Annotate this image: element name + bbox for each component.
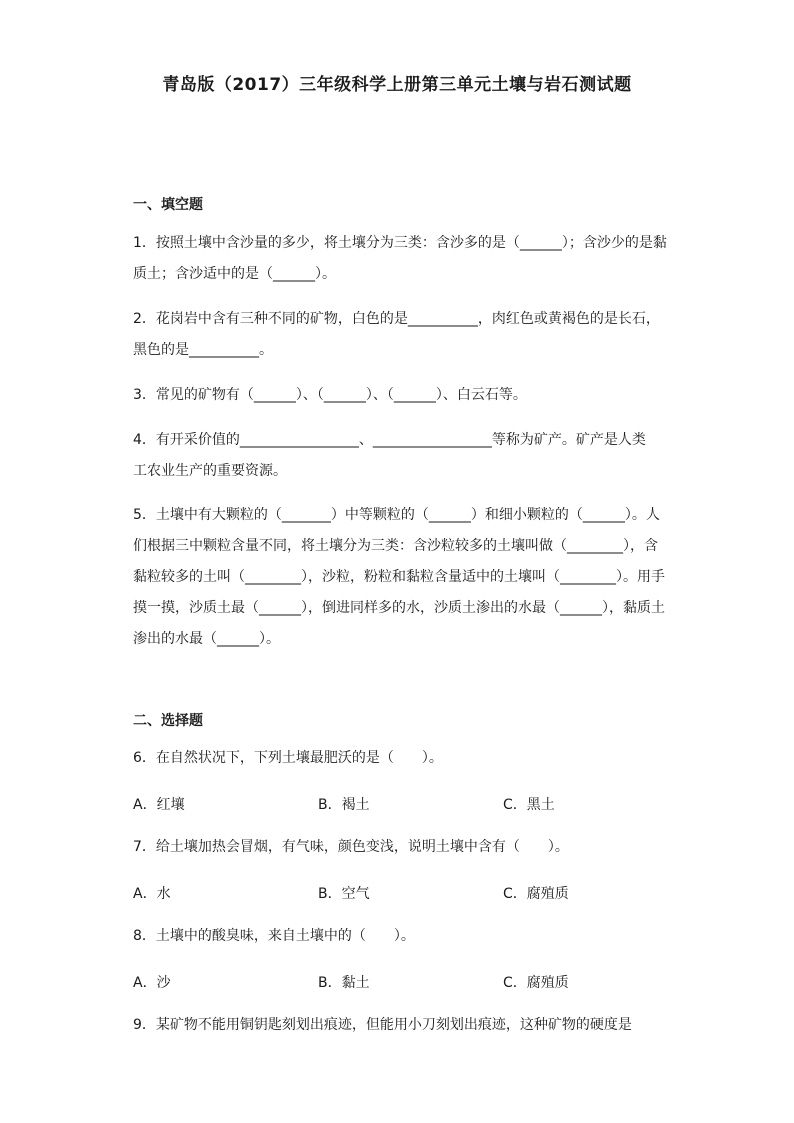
question-8-option-b: B．黏土 bbox=[318, 975, 370, 991]
question-5 bbox=[133, 500, 663, 655]
question-2 bbox=[133, 304, 663, 366]
section-heading-multiple-choice: 二、选择题 bbox=[133, 713, 203, 729]
question-6-text: 6．在自然状况下，下列土壤最肥沃的是（ ）。 bbox=[133, 750, 443, 766]
question-6-option-b: B．褐土 bbox=[318, 797, 370, 813]
question-2-line-2: 黑色的是__________。 bbox=[133, 342, 273, 358]
question-4 bbox=[133, 425, 663, 487]
question-4-line-2: 工农业生产的重要资源。 bbox=[133, 463, 287, 479]
question-8-option-a: A．沙 bbox=[133, 975, 171, 991]
page-title: 青岛版（2017）三年级科学上册第三单元土壤与岩石测试题 bbox=[162, 75, 632, 95]
question-1-line-2: 质土；含沙适中的是（______）。 bbox=[133, 266, 336, 282]
question-9-text: 9．某矿物不能用铜钥匙刻划出痕迹，但能用小刀刻划出痕迹，这种矿物的硬度是 bbox=[133, 1017, 632, 1033]
question-7-option-b: B．空气 bbox=[318, 886, 370, 902]
question-5-line-3: 黏粒较多的土叫（________），沙粒，粉粒和黏粒含量适中的土壤叫（________）。用手 bbox=[133, 569, 665, 585]
question-8-text: 8．土壤中的酸臭味，来自土壤中的（ ）。 bbox=[133, 928, 415, 944]
question-7-option-a: A．水 bbox=[133, 886, 171, 902]
question-3-line-1: 3．常见的矿物有（______）、（______）、（______）、白云石等。 bbox=[133, 387, 527, 403]
question-2-line-1: 2．花岗岩中含有三种不同的矿物，白色的是__________，肉红色或黄褐色的是长石， bbox=[133, 311, 660, 327]
question-1 bbox=[133, 228, 667, 290]
question-8-option-c: C．腐殖质 bbox=[503, 975, 569, 991]
question-6-stem bbox=[133, 743, 663, 774]
question-5-line-4: 摸一摸，沙质土最（______），倒进同样多的水，沙质土渗出的水最（______），黏质土 bbox=[133, 600, 665, 616]
question-6-option-c: C．黑土 bbox=[503, 797, 555, 813]
question-5-line-1: 5．土壤中有大颗粒的（_______）中等颗粒的（______）和细小颗粒的（______）。人 bbox=[133, 507, 660, 523]
question-7-stem bbox=[133, 832, 663, 863]
question-6-options bbox=[133, 794, 663, 814]
question-9-stem bbox=[133, 1010, 663, 1041]
question-5-line-5: 渗出的水最（______）。 bbox=[133, 631, 280, 647]
question-7-options bbox=[133, 883, 663, 903]
question-8-stem bbox=[133, 921, 663, 952]
question-8-options bbox=[133, 972, 663, 992]
question-1-line-1: 1．按照土壤中含沙量的多少，将土壤分为三类：含沙多的是（______）；含沙少的是黏 bbox=[133, 235, 667, 251]
question-7-text: 7．给土壤加热会冒烟，有气味，颜色变浅，说明土壤中含有（ ）。 bbox=[133, 839, 569, 855]
question-5-line-2: 们根据三中颗粒含量不同，将土壤分为三类：含沙粒较多的土壤叫做（________），含 bbox=[133, 538, 658, 554]
section-heading-fill-in: 一、填空题 bbox=[133, 197, 203, 213]
question-7-option-c: C．腐殖质 bbox=[503, 886, 569, 902]
question-6-option-a: A．红壤 bbox=[133, 797, 185, 813]
question-3 bbox=[133, 380, 663, 411]
question-4-line-1: 4．有开采价值的_________________、_________________等称为矿产。矿产是人类 bbox=[133, 432, 646, 448]
